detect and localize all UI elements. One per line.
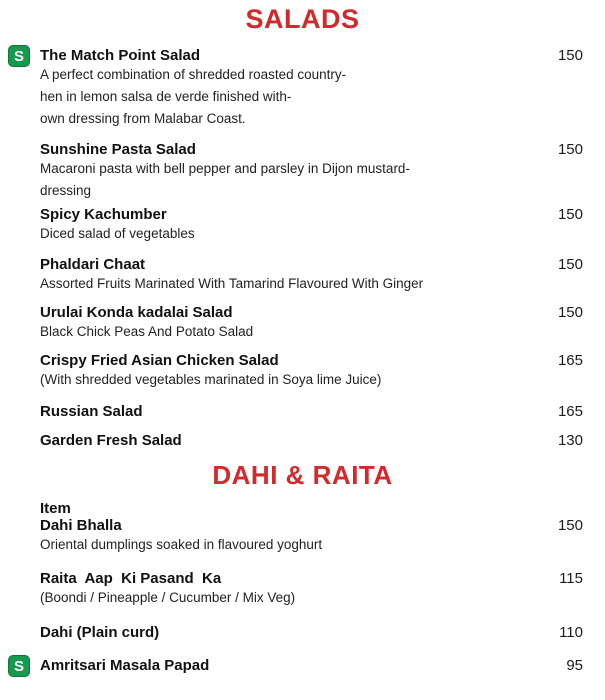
item-name: Crispy Fried Asian Chicken Salad bbox=[40, 352, 279, 369]
menu-item bbox=[0, 206, 605, 245]
item-price: 115 bbox=[559, 570, 583, 587]
item-price: 150 bbox=[557, 206, 583, 223]
item-name: The Match Point Salad bbox=[40, 47, 201, 64]
menu-item bbox=[0, 47, 605, 130]
item-description-line: dressing bbox=[40, 183, 92, 198]
item-name: Urulai Konda kadalai Salad bbox=[40, 304, 233, 321]
item-description-line: Macaroni pasta with bell pepper and parsley in Dijon mustard- bbox=[40, 161, 410, 176]
item-name: Dahi (Plain curd) bbox=[40, 624, 160, 641]
menu-item bbox=[0, 403, 605, 420]
item-name: Dahi Bhalla bbox=[40, 517, 122, 534]
item-description-line: own dressing from Malabar Coast. bbox=[40, 111, 246, 126]
item-description-line: A perfect combination of shredded roasted country- bbox=[40, 67, 347, 82]
item-price: 110 bbox=[559, 624, 583, 641]
item-price: 165 bbox=[557, 352, 583, 369]
item-price: 150 bbox=[557, 141, 583, 158]
item-price: 130 bbox=[557, 432, 583, 449]
item-name: Garden Fresh Salad bbox=[40, 432, 182, 449]
item-description-line: (With shredded vegetables marinated in Soya lime Juice) bbox=[40, 372, 382, 387]
item-description-line: Oriental dumplings soaked in flavoured yoghurt bbox=[40, 537, 323, 552]
section-title-dahi-raita: DAHI & RAITA bbox=[212, 460, 393, 490]
item-name: Spicy Kachumber bbox=[40, 206, 167, 223]
item-name: Sunshine Pasta Salad bbox=[40, 141, 196, 158]
item-description-line: (Boondi / Pineapple / Cucumber / Mix Veg) bbox=[40, 590, 296, 605]
item-description-line: Assorted Fruits Marinated With Tamarind Flavoured With Ginger bbox=[40, 276, 424, 291]
item-description-line: Diced salad of vegetables bbox=[40, 226, 195, 241]
s-badge-icon: S bbox=[8, 655, 30, 677]
menu-item bbox=[0, 570, 605, 609]
menu-item bbox=[0, 141, 605, 202]
item-name: Phaldari Chaat bbox=[40, 256, 146, 273]
item-price: 165 bbox=[557, 403, 583, 420]
item-name: Raita Aap Ki Pasand Ka bbox=[40, 570, 222, 587]
section-title-salads: SALADS bbox=[245, 4, 360, 34]
column-label-item: Item bbox=[40, 500, 71, 517]
spacer bbox=[0, 34, 605, 47]
menu-item bbox=[0, 304, 605, 343]
s-badge-icon: S bbox=[8, 45, 30, 67]
item-description-line: Black Chick Peas And Potato Salad bbox=[40, 324, 254, 339]
item-price: 150 bbox=[557, 256, 583, 273]
menu-item bbox=[0, 256, 605, 295]
menu-item bbox=[0, 624, 605, 641]
item-price: 150 bbox=[557, 517, 583, 534]
item-description-line: hen in lemon salsa de verde finished with- bbox=[40, 89, 292, 104]
menu-item bbox=[0, 657, 605, 674]
menu-item bbox=[0, 517, 605, 556]
item-price: 150 bbox=[557, 304, 583, 321]
menu-item bbox=[0, 352, 605, 391]
item-price: 150 bbox=[557, 47, 583, 64]
item-name: Russian Salad bbox=[40, 403, 143, 420]
item-price: 95 bbox=[566, 657, 583, 674]
item-name: Amritsari Masala Papad bbox=[40, 657, 210, 674]
menu-item bbox=[0, 432, 605, 449]
